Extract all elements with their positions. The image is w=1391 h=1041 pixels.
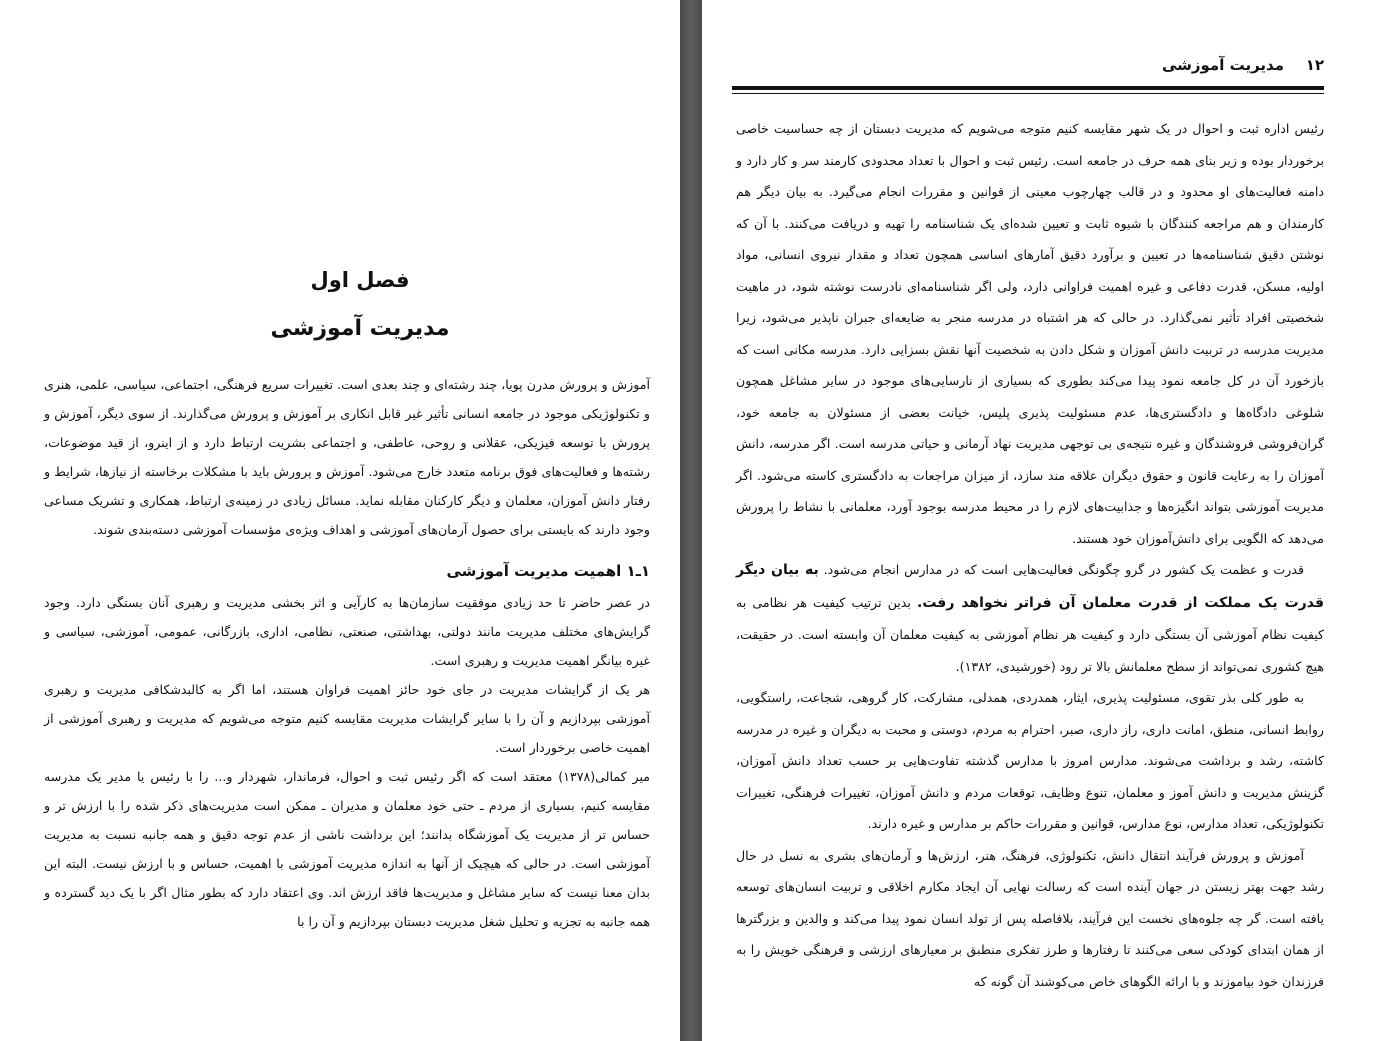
chapter-title: فصل اول [310, 268, 410, 292]
right-paragraph-4: آموزش و پرورش فرآیند انتقال دانش، تکنولوژی، فرهنگ، هنر، ارزش‌ها و آرمان‌های بشری به نسل در حال رشد جهت بهتر زیستن در جهان آینده است که رسالت نهایی آن ایجاد مکارم اخلاقی و تربیت انسان‌های توسعه یافته است. گر چه جلوه‌های نخست این فرآیند، بلافاصله پس از تولد انسان نمود پیدا می‌کند و والدین و بزرگترها از همان ابتدای کودکی سعی می‌کنند تا رفتارها و طرز تفکری منطبق بر معیارهای ارزشی و فرهنگی خویش را به فرزندان خود بیاموزند و با ارائه الگوهای خاص می‌کوشند آن گونه که [736, 847, 1324, 989]
paragraph-2-start: قدرت و عظمت یک کشور در گرو چگونگی فعالیت‌هایی است که در مدارس انجام می‌شود. [823, 562, 1304, 577]
running-header [732, 56, 1324, 80]
book-gutter [680, 0, 702, 1041]
header-rule-thin [732, 93, 1324, 94]
section-paragraph-3: میر کمالی(۱۳۷۸) معتقد است که اگر رئیس ثبت و احوال، فرماندار، شهردار و... را با رئیس یا مدیر یک مدرسه مقایسه کنیم، بسیاری از مردم ـ حتی خود معلمان و مدیران ـ ممکن است مدیریت‌های ذکر شده را با ارزش تر و حساس تر از مدیریت یک آموزشگاه بدانند؛ این برداشت ناشی از عدم توجه دقیق و همه جانبه نسبت به مدیریت آموزشی است. در حالی که هیچیک از آنها به اندازه مدیریت آموزشی با اهمیت، حساس و با ارزش نیست. البته این بدان معنا نیست که سایر مشاغل و مدیریت‌ها فاقد ارزش اند. وی اعتقاد دارد که بطور مثال اگر با یک دید گسترده و همه جانبه به تجزیه و تحلیل شغل مدیریت دبستان بپردازیم و آن را با [44, 769, 651, 929]
right-page-body [736, 113, 1324, 997]
paragraph-2-end: بدین ترتیب کیفیت هر نظامی به کیفیت نظام آموزشی آن بستگی دارد و کیفیت هر نظام آموزشی به کیفیت معلمان آن وابسته است. در حقیقت، هیچ کشوری نمی‌تواند از سطح معلمانش بالا تر رود (خورشیدی، ۱۳۸۲). [736, 594, 1324, 674]
section-heading: ۱ـ۱ اهمیت مدیریت آموزشی [446, 562, 650, 580]
left-page [0, 0, 680, 1041]
paragraph-2-emphasis: به بیان دیگر قدرت یک مملکت از قدرت معلمان آن فراتر نخواهد رفت. [736, 562, 1324, 611]
right-paragraph-1: رئیس اداره ثبت و احوال در یک شهر مقایسه کنیم متوجه می‌شویم که مدیریت دبستان از چه حساسیت خاصی برخوردار بوده و زیر بنای همه حرف در جامعه است. رئیس ثبت و احوال با تعداد محدودی کارمند سر و کار دارد و دامنه فعالیت‌های او محدود و در قالب چهارچوب معینی از قوانین و مقررات انجام می‌گیرد. به بیان دیگر هم کارمندان و هم مراجعه کنندگان با شیوه ثابت و تعیین شده‌ای یک شناسنامه را تهیه و دریافت می‌کنند. با آن که نوشتن دقیق شناسنامه‌ها در تعیین و برآورد دقیق آمارهای اساسی همچون تعداد و مقدار نیروی انسانی، مواد اولیه، مسکن، قدرت دفاعی و غیره اهمیت فراوانی دارد، ولی اگر شناسنامه‌ای نادرست نوشته شود، در ماهیت شخصیتی افراد تأثیر نمی‌گذارد. در حالی که هر اشتباه در مدرسه منجر به ضایعه‌ای جبران ناپذیر می‌شود، زیرا مدیریت مدرسه در تربیت دانش آموزان و شکل دادن به شخصیت آنها نقش بسزایی دارد. مدرسه مکانی است که بازخورد آن در کل جامعه نمود پیدا می‌کند بطوری که بسیاری از نارسایی‌های موجود در سایر مشاغل همچون شلوغی دادگاه‌ها و دادگستری‌ها، عدم مسئولیت پذیری پلیس، خیانت بعضی از مسئولان به جامعه خود، گران‌فروشی فروشندگان و غیره نتیجه‌ی بی توجهی مدیریت نهاد آرمانی و حیاتی مدرسه است. اگر مدرسه، دانش آموزان را به رعایت قانون و حقوق دیگران علاقه مند سازد، از میزان مراجعات به دادگستری کاسته می‌شود. اگر مدیریت آموزشی بتواند انگیزه‌ها و جذابیت‌های لازم را در محیط مدرسه بوجود آورد، معلمانی با نشاط را پرورش می‌دهد که الگویی برای دانش‌آموزان خود هستند. [736, 121, 1324, 546]
section-paragraph-1: در عصر حاضر تا حد زیادی موفقیت سازمان‌ها به کارآیی و اثر بخشی مدیریت و رهبری آنان بستگی دارد. وجود گرایش‌های مختلف مدیریت مانند دولتی، بهداشتی، صنعتی، نظامی، اداری، بازرگانی، عمومی، آموزشی، سیاسی و غیره بیانگر اهمیت مدیریت و رهبری است. [44, 595, 650, 668]
right-paragraph-2 [736, 554, 1324, 682]
header-rule-thick [732, 86, 1324, 90]
intro-paragraph: آموزش و پرورش مدرن پویا، چند رشته‌ای و چند بعدی است. تغییرات سریع فرهنگی، اجتماعی، سیاسی، علمی، هنری و تکنولوژیکی موجود در جامعه انسانی تأثیر غیر قابل انکاری بر آموزش و پرورش می‌گذارند. از سوی دیگر، آموزش و پرورش با توسعه فیزیکی، عقلانی و روحی، عاطفی، و اجتماعی بشریت ارتباط دارد و از اینرو، از قید موضوعات، رشته‌ها و فعالیت‌های فوق برنامه متعدد خارج می‌شود. آموزش و پرورش باید با مشکلات برخاسته از نیازها، شرایط و رفتار دانش آموزان، معلمان و دیگر کارکنان مقابله نماید. مسائل زیادی در زمینه‌ی ارتباط، همکاری و تشریک مساعی وجود دارند که بایستی برای حصول آرمان‌های آموزشی و اهداف ویژه‌ی مؤسسات آموزشی دسته‌بندی شوند. [44, 377, 650, 537]
left-page-body [44, 370, 650, 936]
section-paragraph-2: هر یک از گرایشات مدیریت در جای خود حائز اهمیت فراوان هستند، اما اگر به کالبدشکافی مدیریت و رهبری آموزشی بپردازیم و آن را با سایر گرایشات مدیریت مقایسه کنیم متوجه می‌شویم که مدیریت و رهبری آموزشی از اهمیت خاصی برخوردار است. [44, 682, 650, 755]
chapter-subtitle: مدیریت آموزشی [270, 316, 450, 341]
page-number: ۱۲ [1305, 56, 1324, 74]
right-page [702, 0, 1391, 1041]
right-paragraph-3: به طور کلی بذر تقوی، مسئولیت پذیری، ایثار، همدردی، همدلی، مشارکت، کار گروهی، شجاعت، راستگویی، روابط انسانی، منطق، امانت داری، راز داری، صبر، احترام به مردم، دوستی و محبت به دیگران و غیره در مدرسه کاشته، رشد و برداشت می‌شوند. مدارس امروز با مدارس گذشته تفاوت‌هایی بر حسب تعداد دانش آموزان، گزینش مدیریت و دانش آموز و معلمان، تنوع وظایف، توقعات مردم و دانش آموزان، تغییرات فرهنگی، تغییرات تکنولوژیکی، تعداد مدارس، نوع مدارس، قوانین و مقررات حاکم بر مدارس و غیره دارند. [736, 690, 1324, 831]
running-title: مدیریت آموزشی [1161, 56, 1284, 74]
